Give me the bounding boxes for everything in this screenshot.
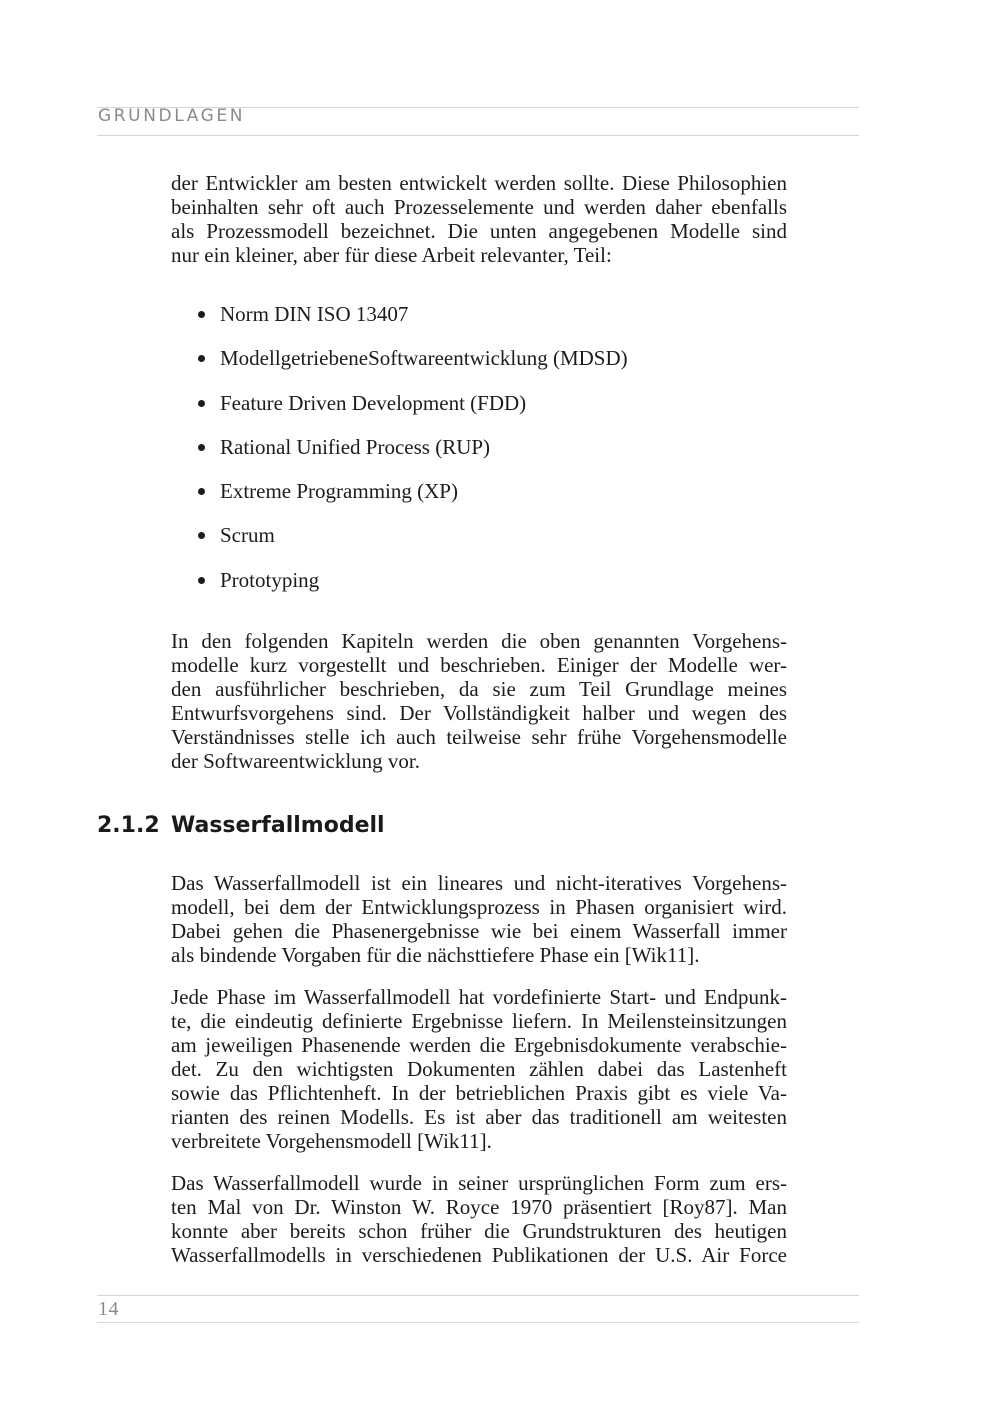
text-line: verbreitete Vorgehensmodell [Wik11]. <box>171 1129 492 1153</box>
section-number: 2.1.2 <box>97 813 160 838</box>
text-line: sowie das Pflichtenheft. In der betrieblichen Praxis gibt es viele Va- <box>171 1081 787 1105</box>
text-line: am jeweiligen Phasenende werden die Ergebnisdokumente verabschie- <box>171 1033 787 1057</box>
running-head: GRUNDLAGEN <box>98 106 246 126</box>
text-line: der Softwareentwicklung vor. <box>171 749 421 773</box>
text-line: Dabei gehen die Phasenergebnisse wie bei einem Wasserfall immer <box>171 919 787 943</box>
text-line: Entwurfsvorgehens sind. Der Vollständigkeit halber und wegen des <box>171 701 787 725</box>
bullet-icon <box>198 532 205 539</box>
section-title: Wasserfallmodell <box>171 813 385 838</box>
text-line: modell, bei dem der Entwicklungsprozess in Phasen organisiert wird. <box>171 895 787 919</box>
text-line: als Prozessmodell bezeichnet. Die unten angegebenen Modelle sind <box>171 219 787 243</box>
text-line: det. Zu den wichtigsten Dokumenten zählen dabei das Lastenheft <box>171 1057 787 1081</box>
list-item <box>196 344 628 388</box>
list-item-label: Scrum <box>220 523 275 548</box>
text-line: nur ein kleiner, aber für diese Arbeit relevanter, Teil: <box>171 243 612 267</box>
body-paragraph <box>171 1171 787 1267</box>
footer-rule-bottom <box>97 1322 859 1323</box>
text-line: Jede Phase im Wasserfallmodell hat vordefinierte Start- und Endpunk- <box>171 985 787 1009</box>
text-line: den ausführlicher beschrieben, da sie zum Teil Grundlage meines <box>171 677 787 701</box>
footer-rule-top <box>97 1295 859 1296</box>
text-line: In den folgenden Kapiteln werden die oben genannten Vorgehens- <box>171 629 787 653</box>
bullet-icon <box>198 488 205 495</box>
body-paragraph <box>171 871 787 967</box>
bullet-icon <box>198 400 205 407</box>
text-line: Verständnisses stelle ich auch teilweise sehr frühe Vorgehensmodelle <box>171 725 787 749</box>
list-item <box>196 433 628 477</box>
text-line: rianten des reinen Modells. Es ist aber das traditionell am weitesten <box>171 1105 787 1129</box>
list-item-label: ModellgetriebeneSoftwareentwicklung (MDSD) <box>220 346 628 371</box>
model-list <box>196 300 628 610</box>
list-item <box>196 521 628 565</box>
intro-paragraph <box>171 171 787 267</box>
body-paragraph <box>171 985 787 1153</box>
page-number: 14 <box>98 1298 119 1320</box>
bullet-icon <box>198 355 205 362</box>
list-item-label: Norm DIN ISO 13407 <box>220 302 409 326</box>
bullet-icon <box>198 577 205 584</box>
list-item <box>196 389 628 433</box>
text-line: Das Wasserfallmodell wurde in seiner ursprünglichen Form zum ers- <box>171 1171 787 1195</box>
text-line: ten Mal von Dr. Winston W. Royce 1970 präsentiert [Roy87]. Man <box>171 1195 787 1219</box>
text-line: der Entwickler am besten entwickelt werden sollte. Diese Philosophien <box>171 171 787 195</box>
list-item <box>196 566 628 610</box>
list-item-label: Extreme Programming (XP) <box>220 479 458 504</box>
text-line: konnte aber bereits schon früher die Grundstrukturen des heutigen <box>171 1219 787 1243</box>
list-item-label: Feature Driven Development (FDD) <box>220 390 527 415</box>
list-item-label: Rational Unified Process (RUP) <box>220 434 491 459</box>
bullet-icon <box>198 444 205 451</box>
text-line: als bindende Vorgaben für die nächsttiefere Phase ein [Wik11]. <box>171 943 700 967</box>
following-paragraph <box>171 629 787 773</box>
text-line: modelle kurz vorgestellt und beschrieben. Einiger der Modelle wer- <box>171 653 787 677</box>
list-item-label: Prototyping <box>220 567 320 592</box>
text-line: Das Wasserfallmodell ist ein lineares und nicht-iteratives Vorgehens- <box>171 871 787 895</box>
text-line: Wasserfallmodells in verschiedenen Publikationen der U.S. Air Force <box>171 1243 787 1267</box>
list-item <box>196 300 628 344</box>
header-rule-bottom <box>97 135 859 136</box>
bullet-icon <box>198 311 205 318</box>
text-line: te, die eindeutig definierte Ergebnisse liefern. In Meilensteinsitzungen <box>171 1009 787 1033</box>
text-line: beinhalten sehr oft auch Prozesselemente und werden daher ebenfalls <box>171 195 787 219</box>
list-item <box>196 477 628 521</box>
